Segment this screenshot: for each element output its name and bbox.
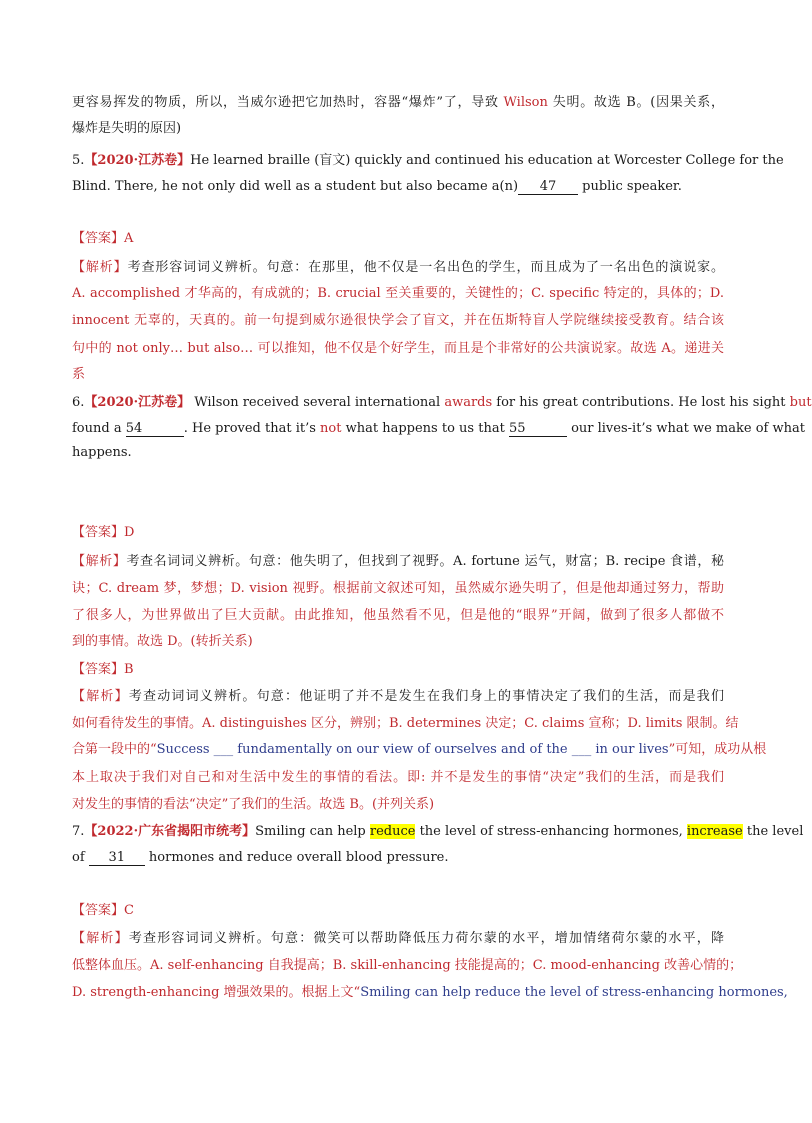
q7-blank-31: 31 [89,851,145,866]
q6-blank-55: 55 [509,422,567,437]
q6-stem-line-3: happens. [72,445,132,460]
q6-explanation-1-line-3: 了很多人，为世界做出了巨大贡献。由此推知，他虽然看不见，但是他的“眼界”开阔，做到了很多人都做不 [72,608,724,623]
q6-explanation-2-line-3: 合第一段中的“Success ___ fundamentally on our view of ourselves and of the ___ in our lives”可知，成功从根 [72,742,767,757]
q6-answer-2: 【答案】B [72,662,134,677]
q5-explanation-line-4: 句中的 not only… but also… 可以推知，他不仅是个好学生，而且是个非常好的公共演说家。故选 A。递进关 [72,341,724,356]
intro-line-2: 爆炸是失明的原因) [72,121,182,136]
q5-explanation-line-1: 【解析】考查形容词词义辨析。句意：在那里，他不仅是一名出色的学生，而且成为了一名出色的演说家。 [72,260,724,275]
q5-source: 【2020·江苏卷】 [84,153,191,168]
q6-explanation-1-line-2: 诀；C. dream 梦，梦想；D. vision 视野。根据前文叙述可知，虽然威尔逊失明了，但是他却通过努力，帮助 [72,581,724,596]
q5-answer: 【答案】A [72,231,134,246]
q7-answer: 【答案】C [72,903,134,918]
q6-explanation-2-line-5: 对发生的事情的看法“决定”了我们的生活。故选 B。(并列关系) [72,797,435,812]
q6-answer-1: 【答案】D [72,525,135,540]
q6-stem-line-2: found a 54 . He proved that it’s not what happens to us that 55 our lives-it’s what we make of what [72,421,805,436]
q6-explanation-2-line-1: 【解析】考查动词词义辨析。句意：他证明了并不是发生在我们身上的事情决定了我们的生活，而是我们 [72,689,724,704]
intro-line-1: 更容易挥发的物质，所以，当威尔逊把它加热时，容器“爆炸”了，导致 Wilson 失明。故选 B。(因果关系， [72,95,724,110]
q6-blank-54: 54 [126,422,184,437]
q7-explanation-line-1: 【解析】考查形容词词义辨析。句意：微笑可以帮助降低压力荷尔蒙的水平，增加情绪荷尔蒙的水平，降 [72,931,724,946]
highlight-reduce: reduce [369,824,416,839]
q6-explanation-2-line-4: 本上取决于我们对自己和对生活中发生的事情的看法。即: 并不是发生的事情“决定”我们的生活，而是我们 [72,770,724,785]
q7-source: 【2022·广东省揭阳市统考】 [84,824,256,839]
q5-stem-line-1: 5.【2020·江苏卷】He learned braille (盲文) quickly and continued his education at Worcester College for the [72,153,784,168]
q7-stem-line-2: of 31 hormones and reduce overall blood pressure. [72,850,449,865]
q5-explanation-line-3: innocent 无辜的，天真的。前一句提到威尔逊很快学会了盲文，并在伍斯特盲人学院继续接受教育。结合该 [72,313,724,328]
q6-explanation-1-line-4: 到的事情。故选 D。(转折关系) [72,634,253,649]
q7-explanation-line-3: D. strength-enhancing 增强效果的。根据上文“Smiling can help reduce the level of stress-enhancing hormones, [72,985,788,1000]
q6-explanation-1-line-1: 【解析】考查名词词义辨析。句意：他失明了，但找到了视野。A. fortune 运气，财富；B. recipe 食谱，秘 [72,554,724,569]
q5-explanation-line-5: 系 [72,367,86,382]
q6-explanation-2-line-2: 如何看待发生的事情。A. distinguishes 区分，辨别；B. determines 决定；C. claims 宣称；D. limits 限制。结 [72,716,739,731]
q5-stem-line-2: Blind. There, he not only did well as a student but also became a(n) 47 public speaker. [72,179,682,194]
q7-explanation-line-2: 低整体血压。A. self-enhancing 自我提高；B. skill-enhancing 技能提高的；C. mood-enhancing 改善心情的； [72,958,743,973]
q6-source: 【2020·江苏卷】 [84,395,191,410]
q6-stem-line-1: 6.【2020·江苏卷】 Wilson received several international awards for his great contributions. He lost his sight but [72,395,812,410]
highlight-increase: increase [686,824,743,839]
q5-explanation-line-2: A. accomplished 才华高的，有成就的；B. crucial 至关重要的，关键性的；C. specific 特定的，具体的；D. [72,286,724,301]
q7-stem-line-1: 7.【2022·广东省揭阳市统考】Smiling can help reduce the level of stress-enhancing hormones, increase the level [72,824,804,839]
q5-blank-47: 47 [518,180,578,195]
